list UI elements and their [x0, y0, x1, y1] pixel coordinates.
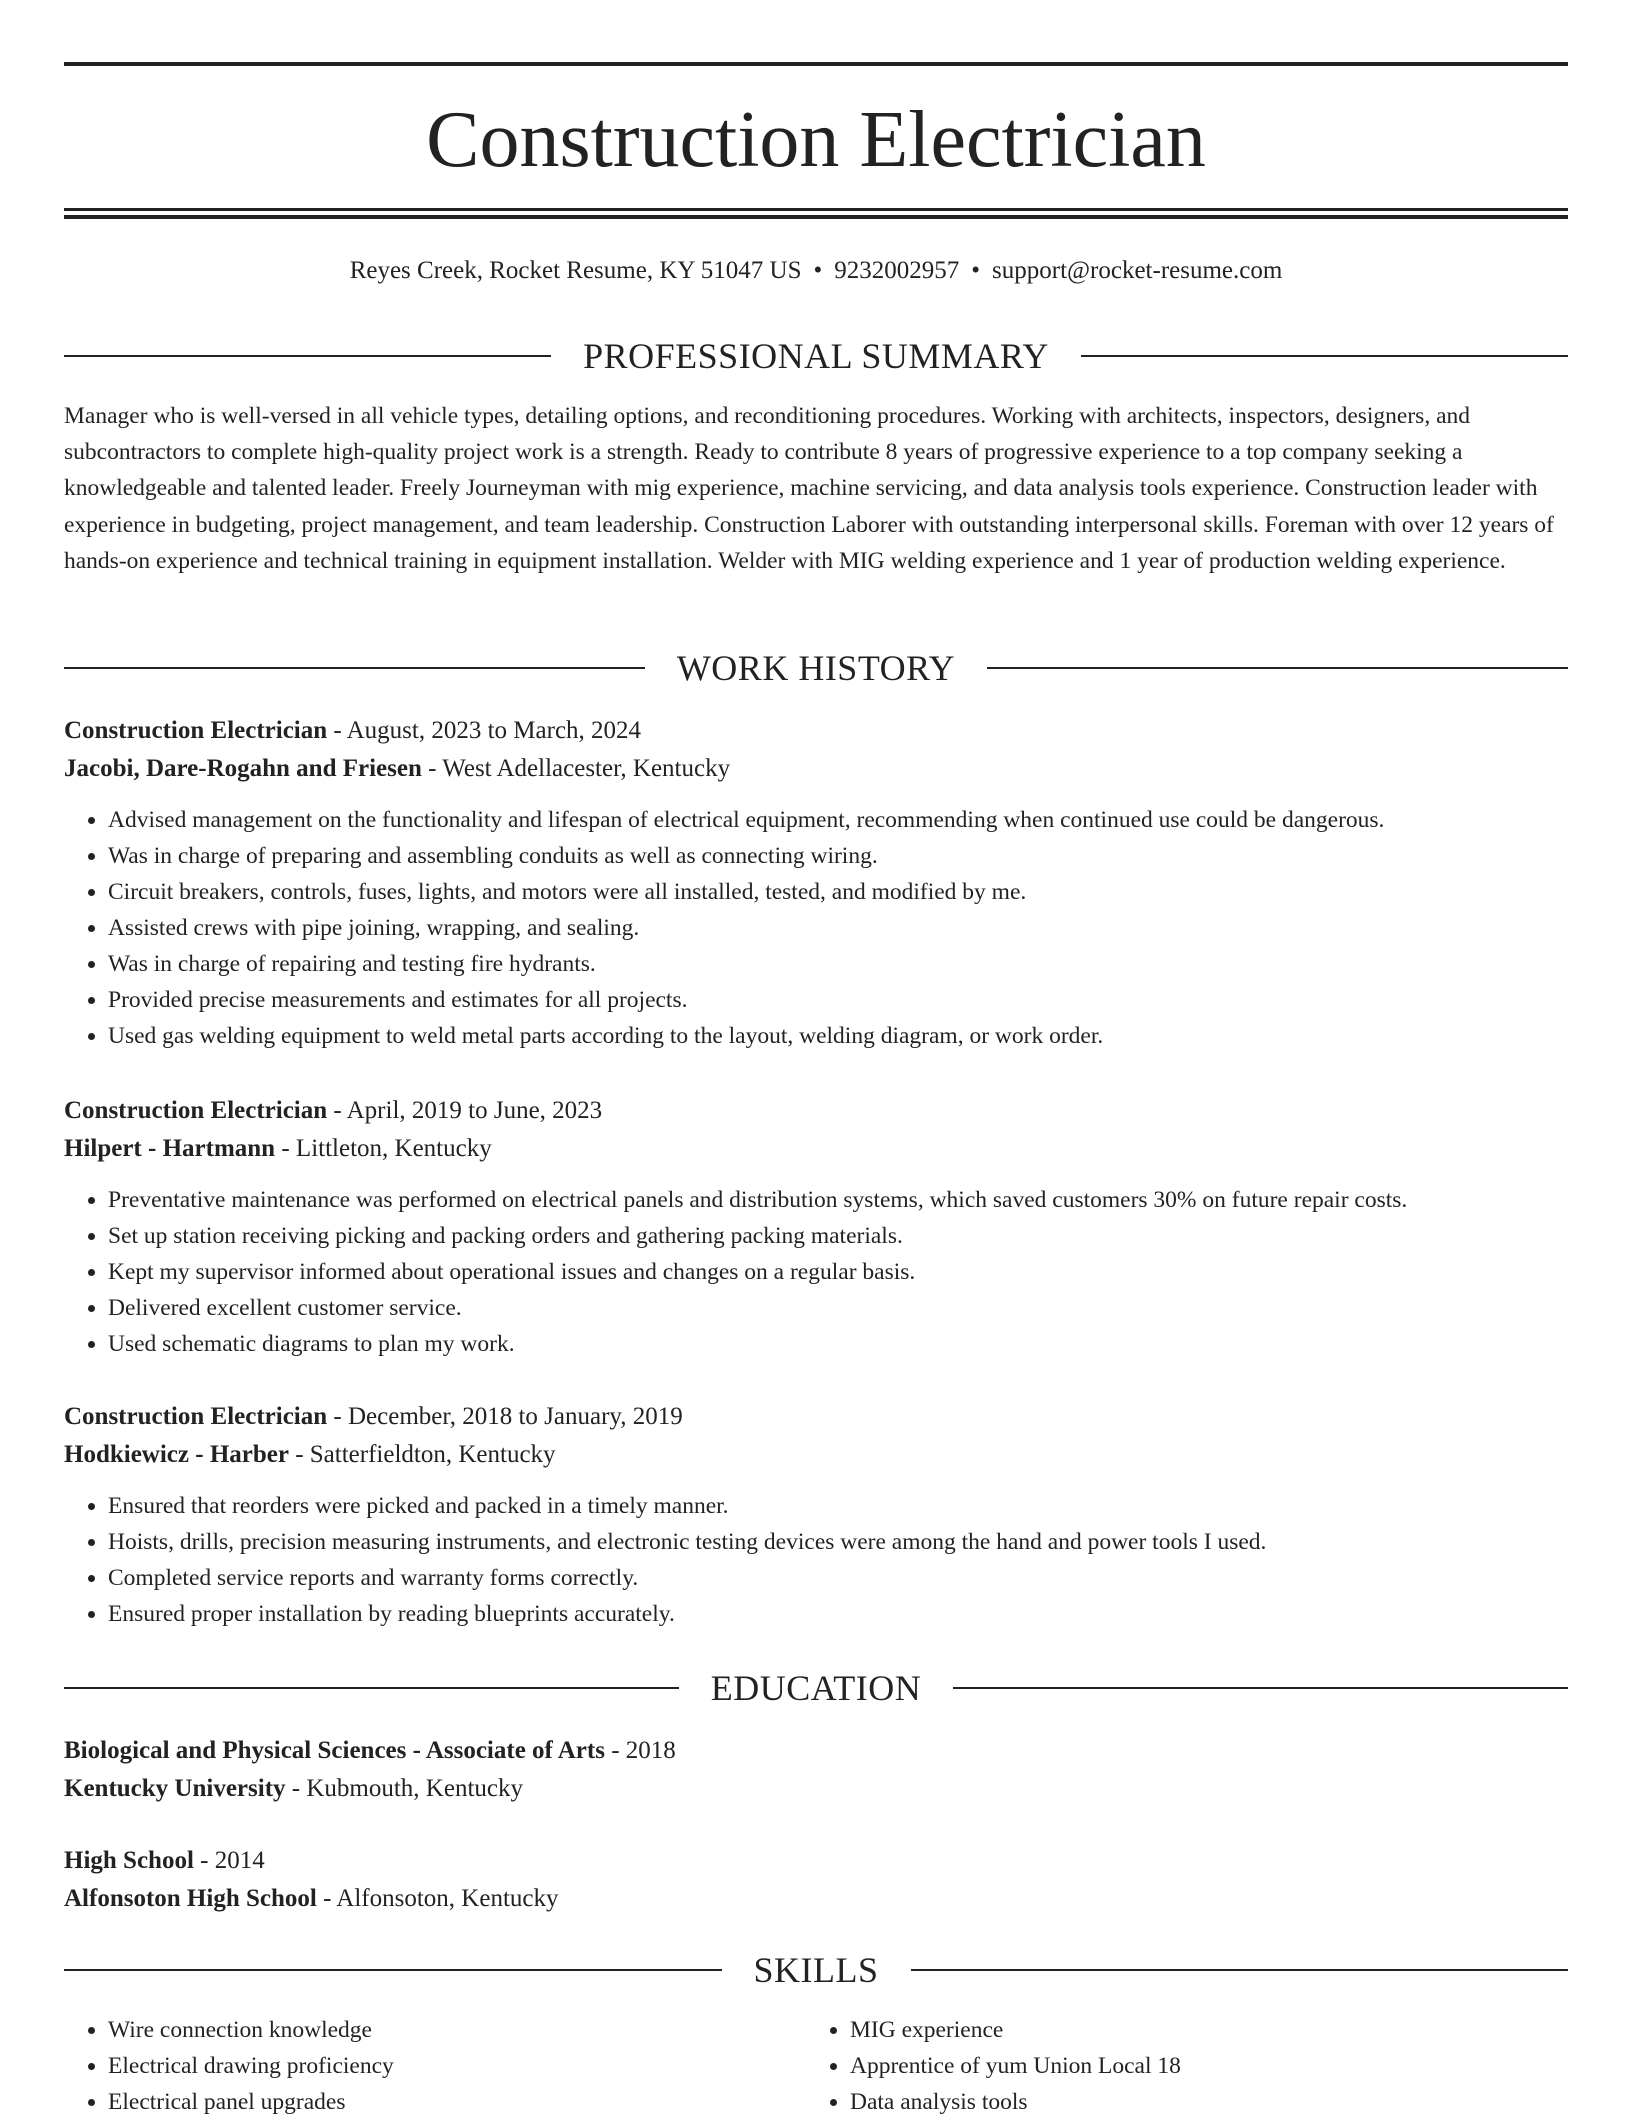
education-location: - Kubmouth, Kentucky [285, 1775, 523, 1802]
job-bullet: • Delivered excellent customer service. [108, 1290, 1568, 1326]
job-bullet: • Set up station receiving picking and packing orders and gathering packing materials. [108, 1218, 1568, 1254]
job-bullet: • Completed service reports and warranty forms correctly. [108, 1560, 1568, 1596]
education-entry [64, 1842, 1568, 1918]
section-title: SKILLS [753, 1950, 879, 1990]
contact-separator: • [813, 257, 823, 284]
top-rule [64, 62, 1568, 66]
title-rule-upper [64, 208, 1568, 211]
job-bullet: • Used gas welding equipment to weld metal parts according to the layout, welding diagram, or work order. [108, 1018, 1568, 1054]
contact-phone: 9232002957 [834, 257, 960, 284]
job-entry [64, 1398, 1568, 1632]
job-bullets [64, 1182, 1568, 1362]
education-school-line [64, 1880, 1568, 1918]
job-bullet: • Was in charge of preparing and assembling conduits as well as connecting wiring. [108, 838, 1568, 874]
job-title: Construction Electrician [64, 1403, 328, 1430]
job-bullet: • Advised management on the functionality and lifespan of electrical equipment, recommending when continued use could be dangerous. [108, 802, 1568, 838]
skills-column-right [806, 2012, 1548, 2120]
skills-heading [64, 1948, 1568, 1992]
job-company-line [64, 1436, 1568, 1474]
skills-list [64, 2012, 1568, 2120]
skill-item: • Electrical panel upgrades [108, 2084, 806, 2120]
education-year: - 2014 [193, 1847, 265, 1874]
divider [953, 1687, 1568, 1689]
divider [64, 667, 645, 669]
skill-item: • Wire connection knowledge [108, 2012, 806, 2048]
divider [911, 1969, 1569, 1971]
job-title: Construction Electrician [64, 717, 328, 744]
education-school: Alfonsoton High School [64, 1885, 317, 1912]
job-entry [64, 712, 1568, 1054]
education-entry [64, 1732, 1568, 1808]
contact-separator: • [971, 257, 981, 284]
job-bullet: • Provided precise measurements and estimates for all projects. [108, 982, 1568, 1018]
education-school-line [64, 1770, 1568, 1808]
contact-address: Reyes Creek, Rocket Resume, KY 51047 US [349, 257, 802, 284]
summary-text: Manager who is well-versed in all vehicle types, detailing options, and reconditioning procedures. Working with architects, inspectors, designers, and subcontractors to complete high-quality project work is a strength. Ready to contribute 8 years of progressive experience to a top company seeking a knowledgeable and talented leader. Freely Journeyman with mig experience, machine servicing, and data analysis tools experience. Construction leader with experience in budgeting, project management, and team leadership. Construction Laborer with outstanding interpersonal skills. Foreman with over 12 years of hands-on experience and technical training in equipment installation. Welder with MIG welding experience and 1 year of production welding experience. [64, 403, 1554, 574]
skill-item: • Data analysis tools [850, 2084, 1548, 2120]
job-company-line [64, 750, 1568, 788]
divider [1081, 355, 1568, 357]
job-bullet: • Was in charge of repairing and testing fire hydrants. [108, 946, 1568, 982]
section-title: EDUCATION [710, 1668, 922, 1708]
education-degree: Biological and Physical Sciences - Associate of Arts [64, 1737, 605, 1764]
resume-title: Construction Electrician [426, 96, 1206, 184]
job-bullet: • Ensured that reorders were picked and packed in a timely manner. [108, 1488, 1568, 1524]
summary-heading [64, 334, 1568, 378]
divider [64, 1969, 722, 1971]
job-bullet: • Ensured proper installation by reading blueprints accurately. [108, 1596, 1568, 1632]
education-degree-line [64, 1732, 1568, 1770]
job-bullet: • Preventative maintenance was performed on electrical panels and distribution systems, which saved customers 30% on future repair costs. [108, 1182, 1568, 1218]
education-school: Kentucky University [64, 1775, 286, 1802]
job-dates: - August, 2023 to March, 2024 [327, 717, 642, 744]
job-location: - Littleton, Kentucky [275, 1135, 492, 1162]
divider [64, 355, 551, 357]
job-company-line [64, 1130, 1568, 1168]
education-year: - 2018 [604, 1737, 676, 1764]
job-dates: - April, 2019 to June, 2023 [327, 1097, 603, 1124]
job-bullet: • Circuit breakers, controls, fuses, lights, and motors were all installed, tested, and modified by me. [108, 874, 1568, 910]
job-bullets [64, 802, 1568, 1054]
skill-item: • MIG experience [850, 2012, 1548, 2048]
job-title: Construction Electrician [64, 1097, 328, 1124]
skills-column-left [64, 2012, 806, 2120]
job-bullets [64, 1488, 1568, 1632]
divider [987, 667, 1568, 669]
job-bullet: • Kept my supervisor informed about operational issues and changes on a regular basis. [108, 1254, 1568, 1290]
job-company: Jacobi, Dare-Rogahn and Friesen [64, 755, 422, 782]
section-title: PROFESSIONAL SUMMARY [583, 336, 1049, 376]
job-title-line [64, 712, 1568, 750]
divider [64, 1687, 679, 1689]
job-bullet: • Hoists, drills, precision measuring instruments, and electronic testing devices were among the hand and power tools I used. [108, 1524, 1568, 1560]
job-company: Hodkiewicz - Harber [64, 1441, 289, 1468]
skill-item: • Apprentice of yum Union Local 18 [850, 2048, 1548, 2084]
job-entry [64, 1092, 1568, 1362]
work-history-heading [64, 646, 1568, 690]
education-location: - Alfonsoton, Kentucky [316, 1885, 559, 1912]
job-title-line [64, 1398, 1568, 1436]
contact-line [64, 254, 1568, 288]
job-location: - West Adellacester, Kentucky [421, 755, 731, 782]
education-heading [64, 1666, 1568, 1710]
education-degree-line [64, 1842, 1568, 1880]
job-title-line [64, 1092, 1568, 1130]
contact-email: support@rocket-resume.com [992, 257, 1283, 284]
section-title: WORK HISTORY [676, 648, 956, 688]
education-degree: High School [64, 1847, 194, 1874]
job-bullet: • Used schematic diagrams to plan my work. [108, 1326, 1568, 1362]
job-dates: - December, 2018 to January, 2019 [327, 1403, 683, 1430]
job-location: - Satterfieldton, Kentucky [288, 1441, 556, 1468]
job-bullet: • Assisted crews with pipe joining, wrapping, and sealing. [108, 910, 1568, 946]
skill-item: • Electrical drawing proficiency [108, 2048, 806, 2084]
title-rule-lower [64, 215, 1568, 219]
job-company: Hilpert - Hartmann [64, 1135, 276, 1162]
